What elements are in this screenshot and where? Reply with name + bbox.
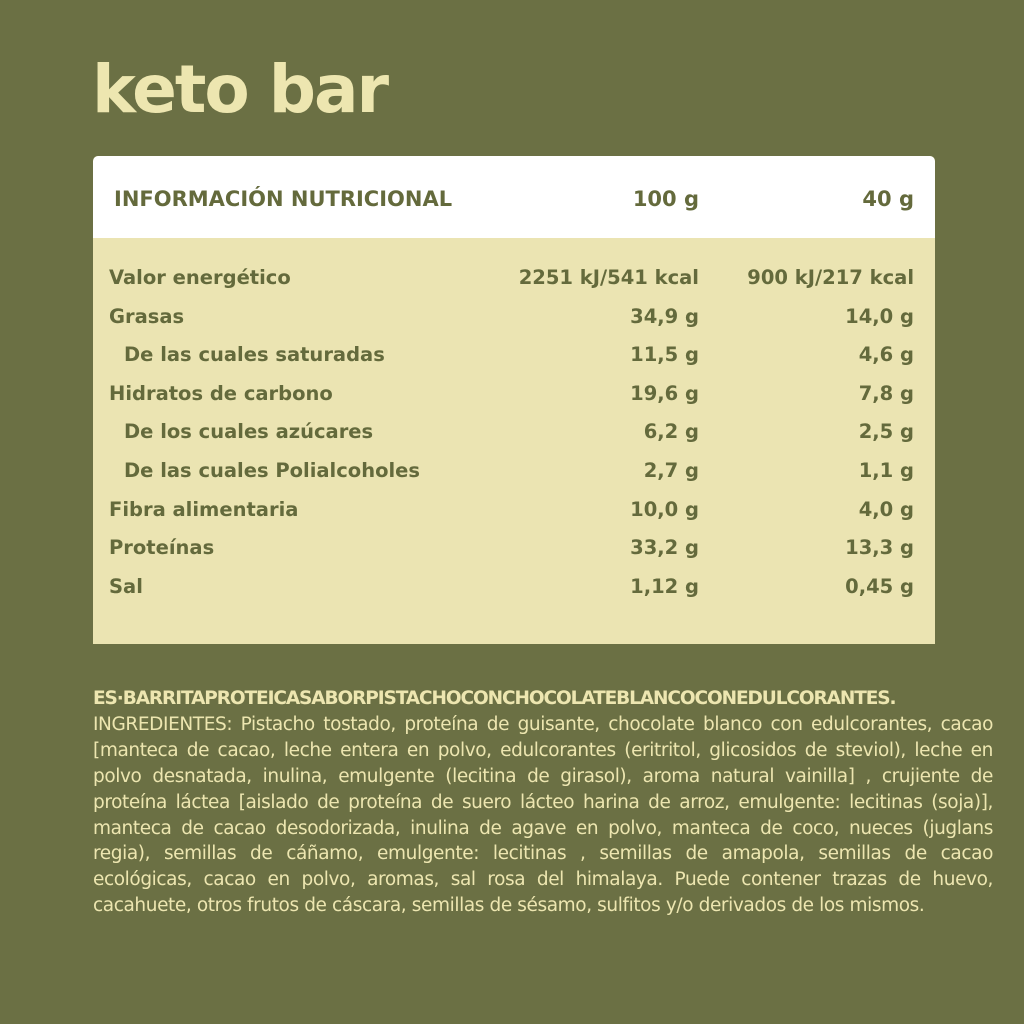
- nutrient-name: De los cuales azúcares: [124, 420, 374, 444]
- table-row: [93, 452, 935, 491]
- value-40g: 4,6 g: [858, 343, 914, 367]
- value-100g: 2,7 g: [643, 458, 699, 482]
- value-100g: 6,2 g: [643, 420, 699, 444]
- table-row: [93, 568, 935, 607]
- table-row: [93, 298, 935, 337]
- value-40g: 2,5 g: [858, 420, 914, 444]
- value-100g: 34,9 g: [630, 304, 699, 328]
- nutrient-name: Proteínas: [109, 536, 215, 560]
- value-40g: 13,3 g: [845, 536, 914, 560]
- value-40g: 1,1 g: [858, 458, 914, 482]
- nutrition-header-40g: 40 g: [862, 187, 914, 211]
- value-100g: 33,2 g: [630, 536, 699, 560]
- nutrient-name: Fibra alimentaria: [109, 497, 299, 521]
- nutrition-rows: [93, 259, 935, 606]
- nutrient-name: Sal: [109, 574, 143, 598]
- table-row: [93, 413, 935, 452]
- nutrition-header-label: INFORMACIÓN NUTRICIONAL: [114, 187, 453, 211]
- nutrient-name: De las cuales Polialcoholes: [124, 458, 420, 482]
- ingredients-heading: ES·BARRITAPROTEICASABORPISTACHOCONCHOCOLATEBLANCOCONEDULCORANTES.: [93, 688, 896, 709]
- value-100g: 2251 kJ/541 kcal: [518, 266, 699, 289]
- nutrition-header-100g: 100 g: [632, 187, 699, 211]
- ingredients-text: INGREDIENTES: Pistacho tostado, proteína de guisante, chocolate blanco con edulcorantes, cacao [manteca de cacao, leche entera en polvo, edulcorantes (eritritol, glicosidos de steviol), leche en polvo desnatada, inulina, emulgente (lecitina de girasol), aroma natural vainilla] , crujiente de proteína láctea [aislado de proteína de suero lácteo harina de arroz, emulgente: lecitinas (soja)], manteca de cacao desodorizada, inulina de agave en polvo, manteca de coco, nueces (juglans regia), semillas de cáñamo, emulgente: lecitinas , semillas de amapola, semillas de cacao ecológicas, cacao en polvo, aromas, sal rosa del himalaya. Puede contener trazas de huevo, cacahuete, otros frutos de cáscara, semillas de sésamo, sulfitos y/o derivados de los mismos.: [93, 713, 993, 917]
- value-100g: 10,0 g: [630, 497, 699, 521]
- value-100g: 19,6 g: [630, 381, 699, 405]
- nutrition-table-header: [93, 156, 935, 238]
- value-100g: 1,12 g: [630, 574, 699, 598]
- table-row: [93, 375, 935, 414]
- table-row: [93, 491, 935, 530]
- value-40g: 4,0 g: [858, 497, 914, 521]
- table-row: [93, 529, 935, 568]
- nutrient-name: Valor energético: [109, 266, 291, 289]
- product-title: keto bar: [92, 51, 388, 128]
- value-100g: 11,5 g: [630, 343, 699, 367]
- value-40g: 900 kJ/217 kcal: [747, 266, 914, 289]
- table-row: [93, 259, 935, 298]
- value-40g: 14,0 g: [845, 304, 914, 328]
- nutrient-name: Grasas: [109, 304, 185, 328]
- value-40g: 7,8 g: [858, 381, 914, 405]
- value-40g: 0,45 g: [845, 574, 914, 598]
- nutrition-table: [93, 156, 935, 644]
- table-row: [93, 336, 935, 375]
- ingredients-block: [93, 686, 993, 919]
- nutrient-name: Hidratos de carbono: [109, 381, 333, 405]
- nutrient-name: De las cuales saturadas: [124, 343, 385, 367]
